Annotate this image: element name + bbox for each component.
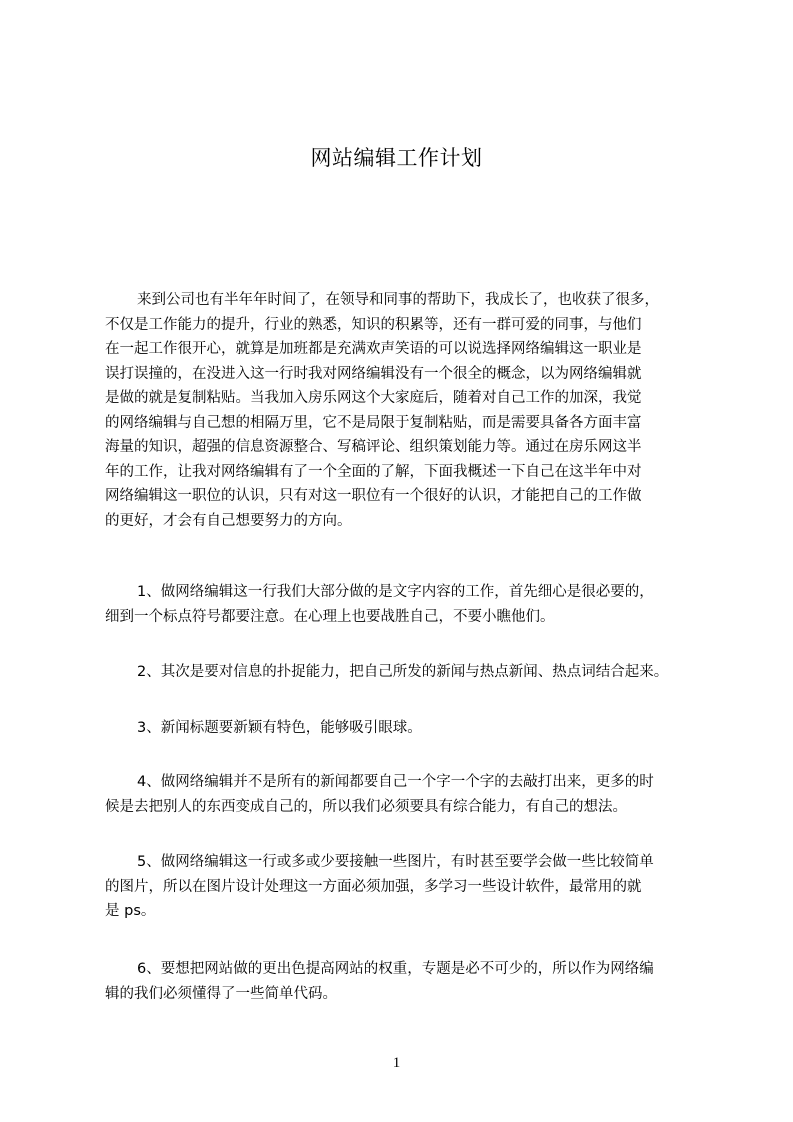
list-item-6 — [105, 957, 715, 1006]
list-item-5 — [105, 850, 715, 924]
paragraph-line: 2、其次是要对信息的扑捉能力，把自己所发的新闻与热点新闻、热点词结合起来。 — [137, 664, 669, 680]
list-item-2 — [105, 660, 715, 685]
list-item-3 — [105, 716, 715, 741]
list-item-4 — [105, 770, 715, 819]
paragraph-line: 来到公司也有半年年时间了，在领导和同事的帮助下，我成长了，也收获了很多， — [137, 292, 659, 308]
page-number: 1 — [392, 1055, 401, 1071]
paragraph-line: 年的工作，让我对网络编辑有了一个全面的了解，下面我概述一下自己在这半年中对 — [105, 463, 642, 480]
paragraph-line: 的更好，才会有自己想要努力的方向。 — [105, 512, 352, 529]
paragraph-line: 网络编辑这一职位的认识，只有对这一职位有一个很好的认识，才能把自己的工作做 — [105, 488, 642, 504]
list-item-1 — [105, 580, 715, 629]
paragraph-line: 误打误撞的，在没进入这一行时我对网络编辑没有一个很全的概念，以为网络编辑就 — [105, 365, 642, 382]
paragraph-line: 4、做网络编辑并不是所有的新闻都要自己一个字一个字的去敲打出来，更多的时 — [137, 774, 654, 790]
paragraph-line: 不仅是工作能力的提升，行业的熟悉，知识的积累等，还有一群可爱的同事，与他们 — [105, 316, 642, 333]
paragraph-line: 是做的就是复制粘贴。当我加入房乐网这个大家庭后，随着对自己工作的加深，我觉 — [105, 390, 642, 406]
paragraph-line: 海量的知识，超强的信息资源整合、写稿评论、组织策划能力等。通过在房乐网这半 — [105, 439, 642, 455]
paragraph-line: 5、做网络编辑这一行或多或少要接触一些图片，有时甚至要学会做一些比较简单 — [137, 854, 654, 870]
paragraph-line: 细到一个标点符号都要注意。在心理上也要战胜自己，不要小瞧他们。 — [105, 608, 555, 625]
paragraph-line: 辑的我们必须懂得了一些简单代码。 — [105, 985, 337, 1002]
paragraph-line: 3、新闻标题要新颖有特色，能够吸引眼球。 — [137, 720, 422, 736]
paragraph-line: 1、做网络编辑这一行我们大部分做的是文字内容的工作，首先细心是很必要的， — [137, 584, 654, 600]
paragraph-line: 在一起工作很开心，就算是加班都是充满欢声笑语的可以说选择网络编辑这一职业是 — [105, 341, 642, 357]
paragraph-line: 6、要想把网站做的更出色提高网站的权重，专题是必不可少的，所以作为网络编 — [137, 961, 654, 977]
paragraph-line: 是 ps。 — [105, 903, 156, 919]
document-title: 网站编辑工作计划 — [310, 146, 483, 170]
intro-paragraph — [105, 288, 715, 533]
paragraph-line: 的网络编辑与自己想的相隔万里，它不是局限于复制粘贴，而是需要具备各方面丰富 — [105, 414, 642, 431]
paragraph-line: 的图片，所以在图片设计处理这一方面必须加强，多学习一些设计软件，最常用的就 — [105, 878, 642, 895]
paragraph-line: 候是去把别人的东西变成自己的，所以我们必须要具有综合能力，有自己的想法。 — [105, 798, 627, 815]
